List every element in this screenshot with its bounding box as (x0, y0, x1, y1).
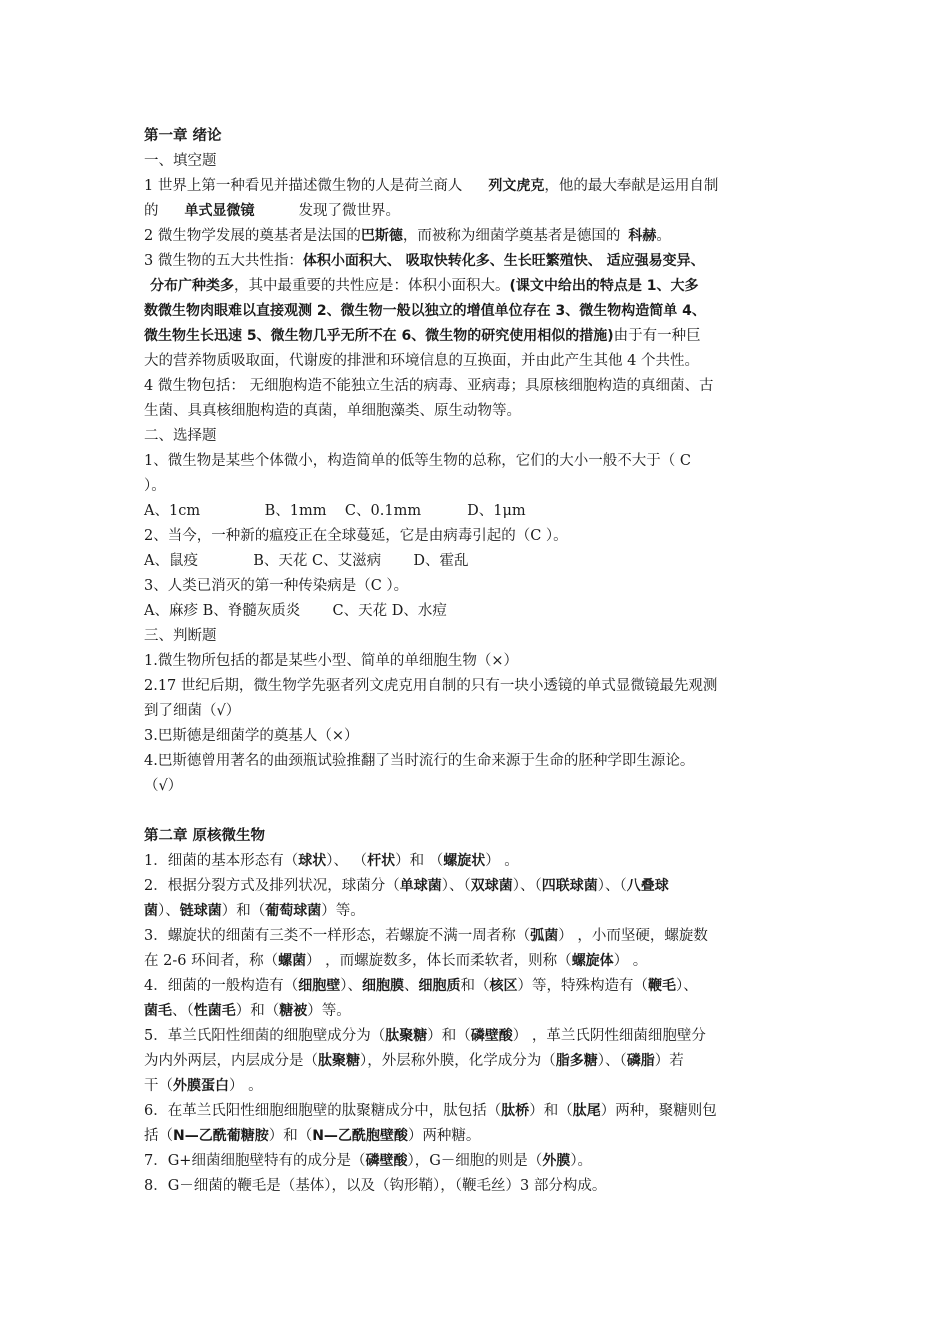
chapter-1-title: 第一章 绪论 (144, 128, 222, 144)
bold-answer-text: 双球菌 (470, 878, 513, 894)
text-span: ）、（ (512, 878, 542, 894)
text-span: ）、（ (441, 878, 471, 894)
text-span: ）。 (570, 1153, 593, 1169)
question-4-line-2: 生菌、具真核细胞构造的真菌，单细胞藻类、原生动物等。 (144, 403, 521, 419)
ch2-question-3-line-2 (144, 949, 816, 974)
bold-answer-text: 磷脂 (626, 1053, 655, 1069)
answer-leeuwenhoek: 列文虎克 (488, 178, 545, 194)
section-true-false: 三、判断题 (144, 628, 217, 644)
text-span: ） 。 (229, 1078, 263, 1094)
text-span: 2 微生物学发展的奠基者是法国的 (144, 228, 361, 244)
bold-answer-text: 肽桥 (501, 1103, 530, 1119)
question-3-line-5: 大的营养物质吸取面，代谢废的排泄和环境信息的互换面，并由此产生其他 4 个共性。 (144, 353, 699, 369)
bold-answer-text: 磷壁酸 (365, 1153, 408, 1169)
bold-answer-text: 弧菌 (530, 928, 559, 944)
text-span: 为内外两层，内层成分是（ (144, 1053, 318, 1069)
question-3-line-3 (144, 299, 816, 324)
text-span: 3 微生物的五大共性指： (144, 253, 303, 269)
bold-answer-text: (课文中给出的特点是 1、大多 (509, 278, 699, 294)
text-span: ）两种，聚糖则包 (600, 1103, 717, 1119)
text-span: ）、 （ (326, 853, 368, 869)
question-1-line-2 (144, 199, 816, 224)
text-span: ）和 （ (395, 853, 444, 869)
ch2-question-5-line-2 (144, 1049, 816, 1074)
bold-answer-text: 性菌毛 (193, 1003, 236, 1019)
choice-1-options: A、1cm B、1mm C、0.1mm D、1μm (144, 503, 526, 519)
judge-4-line-1: 4.巴斯德曾用著名的曲颈瓶试验推翻了当时流行的生命来源于生命的胚种学即生源论。 (144, 753, 695, 769)
bold-answer-text: 细胞膜 (361, 978, 404, 994)
text-span: 1 世界上第一种看见并描述微生物的人是荷兰商人 (144, 178, 463, 194)
bold-answer-text: 肽聚糖 (318, 1053, 360, 1069)
chapter-gap (144, 799, 816, 824)
text-span: ）和（ (221, 903, 266, 919)
bold-answer-text: 肽尾 (572, 1103, 601, 1119)
bold-answer-text: 螺旋状 (443, 853, 486, 869)
text-span: 和（ (460, 978, 490, 994)
ch2-question-2-line-2 (144, 899, 816, 924)
text-span: 干（ (144, 1078, 173, 1094)
ch2-question-6-line-1 (144, 1099, 816, 1124)
ch2-question-1 (144, 849, 816, 874)
text-span: ）和（ (529, 1103, 573, 1119)
bold-answer-text: N—乙酰胞壁酸 (312, 1128, 408, 1144)
ch2-question-6-line-2 (144, 1124, 816, 1149)
choice-1-line-2: ）。 (144, 478, 166, 494)
text-span: ） ，革兰氏阴性细菌细胞壁分 (512, 1028, 706, 1044)
text-span: 由于有一种巨 (613, 328, 701, 344)
text-span: ）和（ (268, 1128, 313, 1144)
bold-answer-text: 外膜蛋白 (173, 1078, 229, 1094)
bold-answer-text: 核区 (489, 978, 518, 994)
text-span: ） 。 (613, 953, 648, 969)
question-3-line-4 (144, 324, 816, 349)
text-span: 在 2-6 环间者，称（ (144, 953, 279, 969)
question-1-line-1 (144, 174, 816, 199)
text-span: ）等。 (321, 903, 365, 919)
text-span: ）若 (654, 1053, 684, 1069)
text-span: ）两种糖。 (407, 1128, 481, 1144)
bold-answer-text: 细胞壁 (298, 978, 341, 994)
text-span: ，其中最重要的共性应是：体积小面积大。 (234, 278, 510, 294)
text-span: ，而被称为细菌学奠基者是德国的 (402, 228, 621, 244)
judge-2-line-1: 2.17 世纪后期，微生物学先驱者列文虎克用自制的只有一块小透镜的单式显微镜最先观测 (144, 678, 718, 694)
section-fill-blank: 一、填空题 (144, 153, 217, 169)
text-span: 的 (144, 203, 159, 219)
text-span: ，他的最大奉献是运用自制 (544, 178, 719, 194)
ch2-question-8: 8．G－细菌的鞭毛是（基体），以及（钩形鞘），（鞭毛丝）3 部分构成。 (144, 1178, 607, 1194)
text-span: 4．细菌的一般构造有（ (144, 978, 299, 994)
bold-answer-text: 八叠球 (626, 878, 669, 894)
bold-answer-text: 数微生物肉眼难以直接观测 2、微生物一般以独立的增值单位存在 3、微生物构造简单 4、 (144, 303, 706, 319)
ch2-question-2-line-1 (144, 874, 816, 899)
text-span: ）、 (340, 978, 362, 994)
text-span: 。 (656, 228, 671, 244)
choice-3: 3、人类已消灭的第一种传染病是（C ）。 (144, 578, 409, 594)
ch2-question-4-line-2 (144, 999, 816, 1024)
text-span: 括（ (144, 1128, 173, 1144)
ch2-question-4-line-1 (144, 974, 816, 999)
bold-answer-text: 鞭毛 (647, 978, 676, 994)
bold-answer-text: 单球菌 (399, 878, 442, 894)
bold-answer-text: 微生物生长迅速 5、微生物几乎无所不在 6、微生物的研究使用相似的措施) (144, 328, 614, 344)
text-span: 1．细菌的基本形态有（ (144, 853, 299, 869)
answer-microscope: 单式显微镜 (184, 203, 255, 219)
bold-answer-text: 螺旋体 (571, 953, 614, 969)
question-2 (144, 224, 816, 249)
bold-answer-text: 球状 (298, 853, 327, 869)
bold-answer-text: 脂多糖 (555, 1053, 598, 1069)
chapter-2-title: 第二章 原核微生物 (144, 828, 266, 844)
bold-answer-text: 分布广种类多 (150, 278, 234, 294)
text-span: ）、 (675, 978, 698, 994)
bold-answer-text: 四联球菌 (541, 878, 598, 894)
choice-2-options: A、鼠疫 B、天花 C、艾滋病 D、霍乱 (144, 553, 469, 569)
answer-pasteur: 巴斯德 (360, 228, 403, 244)
bold-answer-text: 杆状 (367, 853, 396, 869)
text-span: ）、（ (597, 1053, 627, 1069)
bold-answer-text: 链球菌 (179, 903, 222, 919)
text-span: ），外层称外膜，化学成分为（ (360, 1053, 556, 1069)
text-span: ）和（ (427, 1028, 471, 1044)
bold-answer-text: 菌毛 (144, 1003, 172, 1019)
bold-answer-text: 磷壁酸 (470, 1028, 513, 1044)
ch2-question-5-line-1 (144, 1024, 816, 1049)
judge-3: 3.巴斯德是细菌学的奠基人（×） (144, 728, 359, 744)
text-span: 6．在革兰氏阳性细胞细胞壁的肽聚糖成分中，肽包括（ (144, 1103, 502, 1119)
answer-koch: 科赫 (628, 228, 657, 244)
bold-answer-text: N—乙酰葡糖胺 (173, 1128, 269, 1144)
text-span: ），G－细胞的则是（ (407, 1153, 543, 1169)
text-span: ）、（ (597, 878, 627, 894)
bold-answer-text: 外膜 (542, 1153, 571, 1169)
bold-answer-text: 细胞质 (418, 978, 461, 994)
text-span: 、 (403, 978, 419, 994)
ch2-question-5-line-3 (144, 1074, 816, 1099)
question-4-line-1: 4 微生物包括： 无细胞构造不能独立生活的病毒、亚病毒；具原核细胞构造的真细菌、古 (144, 378, 714, 394)
text-span: ）和（ (235, 1003, 280, 1019)
bold-answer-text: 螺菌 (278, 953, 307, 969)
text-span: 3．螺旋状的细菌有三类不一样形态，若螺旋不满一周者称（ (144, 928, 531, 944)
text-span: ） ，小而坚硬，螺旋数 (558, 928, 708, 944)
bold-answer-text: 菌 (144, 903, 158, 919)
text-span: 、（ (172, 1003, 194, 1019)
choice-2: 2、当今，一种新的瘟疫正在全球蔓延，它是由病毒引起的（C ）。 (144, 528, 568, 544)
text-span: 5．革兰氏阳性细菌的细胞壁成分为（ (144, 1028, 386, 1044)
bold-answer-text: 肽聚糖 (385, 1028, 428, 1044)
judge-4-line-2: （√） (144, 778, 183, 794)
question-3-line-2 (144, 274, 816, 299)
text-span: 发现了微世界。 (298, 203, 400, 219)
ch2-question-3-line-1 (144, 924, 816, 949)
text-span: ）等，特殊构造有（ (517, 978, 648, 994)
choice-3-options: A、麻疹 B、脊髓灰质炎 C、天花 D、水痘 (144, 603, 447, 619)
bold-answer-text: 葡萄球菌 (265, 903, 322, 919)
ch2-question-7 (144, 1149, 816, 1174)
bold-answer-text: 糖被 (279, 1003, 308, 1019)
judge-2-line-2: 到了细菌（√） (144, 703, 241, 719)
answer-five-traits: 体积小面积大、 吸取快转化多、生长旺繁殖快、 适应强易变异、 (302, 253, 705, 269)
judge-1: 1.微生物所包括的都是某些小型、简单的单细胞生物（×） (144, 653, 518, 669)
section-multiple-choice: 二、选择题 (144, 428, 217, 444)
text-span: ） ，而螺旋数多，体长而柔软者，则称（ (306, 953, 572, 969)
text-span: ）、 (158, 903, 180, 919)
question-3-line-1 (144, 249, 816, 274)
text-span: 7．G+细菌细胞壁特有的成分是（ (144, 1153, 366, 1169)
text-span: 2．根据分裂方式及排列状况，球菌分（ (144, 878, 400, 894)
choice-1-line-1: 1、微生物是某些个体微小，构造简单的低等生物的总称，它们的大小一般不大于（ C (144, 453, 691, 469)
document-page (144, 124, 816, 1199)
text-span: ） 。 (485, 853, 519, 869)
text-span: ）等。 (307, 1003, 351, 1019)
